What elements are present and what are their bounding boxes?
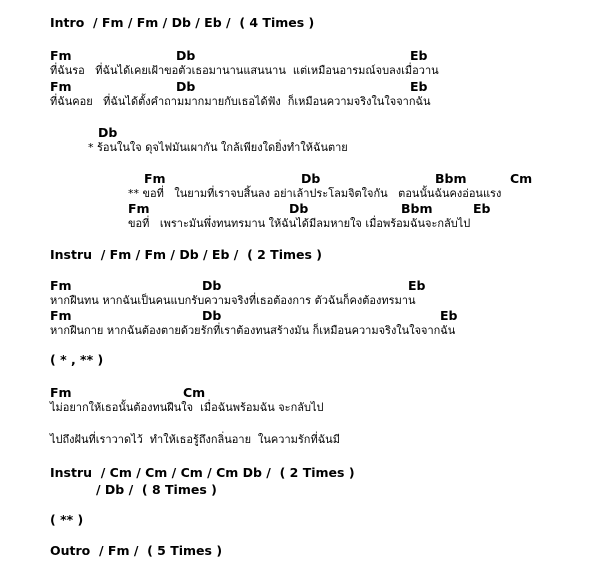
chord-db: Db <box>98 125 118 140</box>
instru-pattern: / Db / <box>96 482 134 497</box>
chord-eb: Eb <box>410 79 428 94</box>
lyric-line: หากฝืนกาย หากฉันต้องตายด้วยรักที่เราต้องทนสร้างมัน ก็เหมือนความจริงในใจจากฉัน <box>50 324 456 337</box>
repeat-marks: ( * , ** ) <box>50 352 104 367</box>
outro-pattern: / Fm / <box>98 543 139 558</box>
chord-db: Db <box>301 171 321 186</box>
intro-pattern: / Fm / Fm / Db / Eb / <box>93 15 231 30</box>
lyric-line: ** ขอที่ ในยามที่เราจบสิ้นลง อย่าเล้าประโลมจิตใจกัน ตอนนั้นฉันคงอ่อนแรง <box>128 187 502 200</box>
instru-repeat: ( 2 Times ) <box>279 465 355 480</box>
lyric-line: ที่ฉันคอย ที่ฉันได้ตั้งคำถามมากมายกับเธอได้ฟัง ก็เหมือนความจริงในใจจากฉัน <box>50 95 431 108</box>
chord-db: Db <box>289 201 309 216</box>
instru-line <box>50 466 355 480</box>
instru-label: Instru <box>50 465 93 480</box>
chord-fm: Fm <box>50 385 72 400</box>
chord-fm: Fm <box>50 48 72 63</box>
chord-fm: Fm <box>128 201 150 216</box>
chord-eb: Eb <box>408 278 426 293</box>
chord-fm: Fm <box>50 308 72 323</box>
repeat-marks: ( ** ) <box>50 512 84 527</box>
outro-repeat: ( 5 Times ) <box>147 543 223 558</box>
outro-label: Outro <box>50 543 91 558</box>
chord-eb: Eb <box>473 201 491 216</box>
instru-repeat: ( 2 Times ) <box>247 247 322 262</box>
instru-repeat: ( 8 Times ) <box>141 482 217 497</box>
chord-fm: Fm <box>50 278 72 293</box>
chord-bbm: Bbm <box>401 201 433 216</box>
intro-repeat: ( 4 Times ) <box>239 15 315 30</box>
instru-line <box>50 248 322 262</box>
lyric-line: ขอที่ เพราะมันพึ่งทนทรมาน ให้ฉันได้มีลมหายใจ เมื่อพร้อมฉันจะกลับไป <box>128 217 471 230</box>
chord-cm: Cm <box>183 385 206 400</box>
chord-eb: Eb <box>410 48 428 63</box>
chord-eb: Eb <box>440 308 458 323</box>
chord-fm: Fm <box>50 79 72 94</box>
instru-pattern: / Fm / Fm / Db / Eb / <box>100 247 239 262</box>
intro-line <box>50 16 314 30</box>
instru-line-continued <box>96 483 217 497</box>
lyric-line: ไปถึงฝันที่เราวาดไว้ ทำให้เธอรู้ถึงกลิ่นอาย ในความรักที่ฉันมี <box>50 433 340 446</box>
chord-db: Db <box>176 79 196 94</box>
instru-label: Instru <box>50 247 93 262</box>
chord-db: Db <box>202 308 222 323</box>
chord-fm: Fm <box>144 171 166 186</box>
intro-label: Intro <box>50 15 85 30</box>
lyric-line: หากฝืนทน หากฉันเป็นคนแบกรับความจริงที่เธอต้องการ ตัวฉันก็คงต้องทรมาน <box>50 294 416 307</box>
chord-bbm: Bbm <box>435 171 467 186</box>
lyric-line: ไม่อยากให้เธอนั้นต้องทนฝืนใจ เมื่อฉันพร้อมฉัน จะกลับไป <box>50 401 324 414</box>
chord-db: Db <box>176 48 196 63</box>
chord-cm: Cm <box>510 171 533 186</box>
outro-line <box>50 544 222 558</box>
chord-db: Db <box>202 278 222 293</box>
lyric-line: ที่ฉันรอ ที่ฉันได้เคยเฝ้าขอตัวเธอมานานแสนนาน แต่เหมือนอารมณ์จบลงเมื่อวาน <box>50 64 439 77</box>
lyric-line: * ร้อนในใจ ดุจไฟมันเผากัน ใกล้เพียงใดยิ่งทำให้ฉันตาย <box>88 141 348 154</box>
instru-pattern: / Cm / Cm / Cm / Cm Db / <box>100 465 271 480</box>
